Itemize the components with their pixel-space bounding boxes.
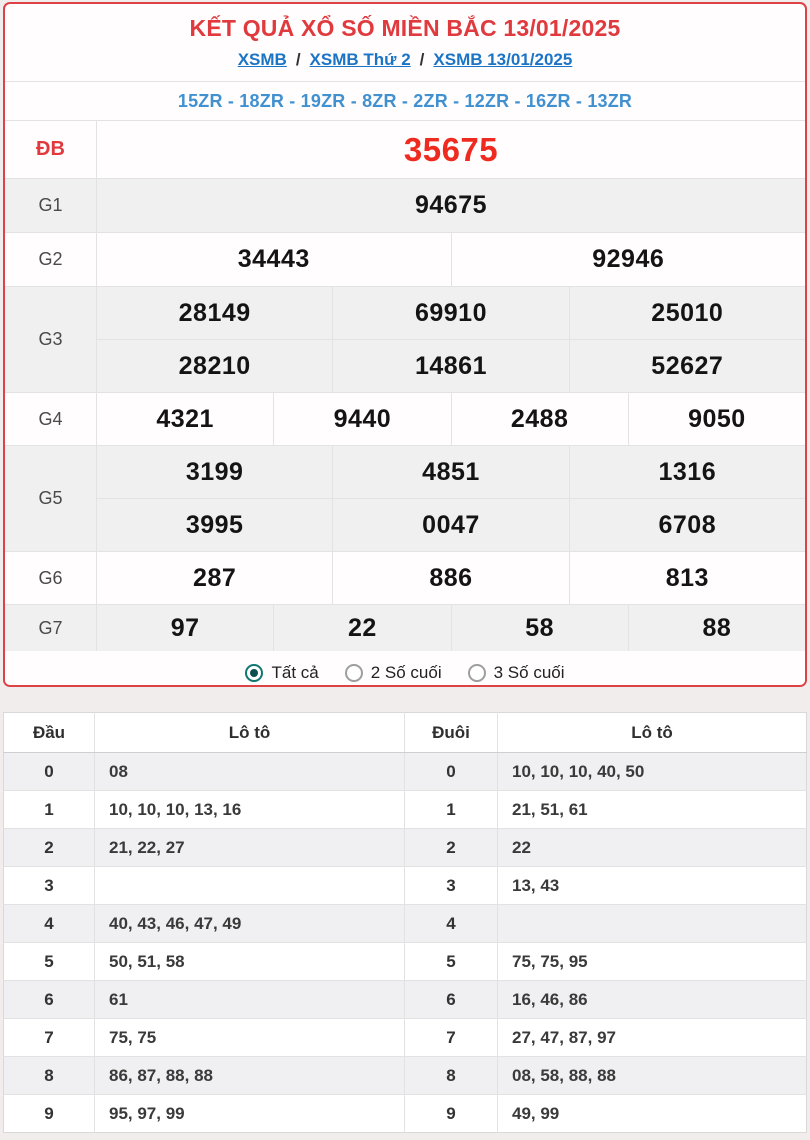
lottery-codes: 15ZR - 18ZR - 19ZR - 8ZR - 2ZR - 12ZR - 16ZR - 13ZR <box>177 90 633 111</box>
loto-cell: 16, 46, 86 <box>498 981 807 1019</box>
prize-value: 886 <box>332 552 568 604</box>
table-row <box>4 829 807 867</box>
digit-cell: 4 <box>405 905 498 943</box>
prize-value: 94675 <box>414 191 488 219</box>
digit-cell: 9 <box>405 1095 498 1133</box>
prize-line <box>97 339 805 392</box>
prize-row <box>5 287 805 393</box>
prize-line <box>97 393 805 445</box>
radio-label: Tất cả <box>271 663 319 682</box>
digit-cell: 0 <box>405 753 498 791</box>
prize-value: 34443 <box>237 245 310 273</box>
prize-value: 28149 <box>178 298 251 327</box>
digit-cell: 9 <box>4 1095 95 1133</box>
prize-line <box>97 179 805 232</box>
col-header-loto: Lô tô <box>95 713 405 753</box>
table-row <box>4 867 807 905</box>
radio-label: 3 Số cuối <box>493 663 565 682</box>
prize-line <box>97 233 805 286</box>
prize-value: 287 <box>193 563 237 592</box>
prize-values <box>97 121 805 178</box>
digit-cell: 5 <box>405 943 498 981</box>
filter-radio-group <box>5 651 805 687</box>
prize-label: G6 <box>5 552 97 604</box>
table-row <box>4 753 807 791</box>
prize-row <box>5 552 805 605</box>
digit-cell: 0 <box>4 753 95 791</box>
prize-line <box>97 446 805 498</box>
loto-cell: 50, 51, 58 <box>95 943 405 981</box>
radio-label: 2 Số cuối <box>370 663 442 682</box>
lotto-table-head <box>4 713 807 753</box>
breadcrumb-link[interactable]: XSMB 13/01/2025 <box>433 50 573 69</box>
digit-cell: 7 <box>4 1019 95 1057</box>
loto-cell: 49, 99 <box>512 1103 560 1123</box>
prize-value: 3995 <box>185 510 244 539</box>
loto-cell: 10, 10, 10, 40, 50 <box>498 753 807 791</box>
breadcrumb-separator: / <box>295 50 301 69</box>
prize-value: 97 <box>170 613 200 642</box>
prize-row <box>5 393 805 446</box>
lotto-table <box>3 712 807 1133</box>
prize-value: 0047 <box>332 499 568 551</box>
prize-value: 9440 <box>273 393 450 445</box>
loto-cell: 75, 75 <box>95 1019 405 1057</box>
loto-cell: 08, 58, 88, 88 <box>498 1057 807 1095</box>
prize-value: 3199 <box>185 457 244 486</box>
prize-value: 2488 <box>451 393 628 445</box>
col-header-dau: Đầu <box>4 713 95 753</box>
prize-row <box>5 179 805 233</box>
prize-value: 35675 <box>403 130 499 168</box>
loto-cell: 21, 22, 27 <box>95 829 405 867</box>
prize-line <box>97 552 805 604</box>
prize-table <box>5 120 805 651</box>
prize-value: 92946 <box>451 233 806 286</box>
breadcrumb-separator: / <box>419 50 425 69</box>
prize-value: 9050 <box>628 393 805 445</box>
prize-label: G4 <box>5 393 97 445</box>
loto-cell: 86, 87, 88, 88 <box>95 1057 405 1095</box>
prize-value: 14861 <box>332 340 568 392</box>
breadcrumb-link[interactable]: XSMB <box>237 50 287 69</box>
digit-cell: 8 <box>4 1057 95 1095</box>
loto-cell: 27, 47, 87, 97 <box>498 1019 807 1057</box>
prize-row <box>5 121 805 179</box>
table-row <box>4 791 807 829</box>
prize-label: G2 <box>5 233 97 286</box>
col-header-duoi: Đuôi <box>405 713 498 753</box>
digit-cell: 4 <box>4 905 95 943</box>
prize-values <box>97 605 805 651</box>
loto-cell: 21, 51, 61 <box>498 791 807 829</box>
prize-row <box>5 605 805 651</box>
table-row <box>4 1019 807 1057</box>
result-card <box>3 2 807 687</box>
prize-label: G1 <box>5 179 97 232</box>
col-header-loto: Lô tô <box>498 713 807 753</box>
table-row <box>4 1057 807 1095</box>
loto-cell: 22 <box>498 829 807 867</box>
prize-values <box>97 393 805 445</box>
prize-values <box>97 179 805 232</box>
digit-cell: 6 <box>4 981 95 1019</box>
prize-line <box>97 498 805 551</box>
prize-values <box>97 287 805 392</box>
prize-value: 813 <box>569 552 805 604</box>
prize-line <box>97 287 805 339</box>
loto-cell: 10, 10, 10, 13, 16 <box>95 791 405 829</box>
digit-cell: 6 <box>405 981 498 1019</box>
digit-cell: 1 <box>405 791 498 829</box>
prize-line <box>97 605 805 651</box>
radio-option[interactable] <box>468 663 565 683</box>
prize-label: G7 <box>5 605 97 651</box>
breadcrumb <box>5 50 805 70</box>
prize-value: 4851 <box>332 446 568 498</box>
prize-value: 1316 <box>569 446 805 498</box>
loto-cell <box>498 905 807 943</box>
loto-cell: 40, 43, 46, 47, 49 <box>95 905 405 943</box>
prize-value: 28210 <box>178 351 251 380</box>
table-row <box>4 905 807 943</box>
table-row <box>4 1095 807 1133</box>
digit-cell: 1 <box>4 791 95 829</box>
prize-values <box>97 233 805 286</box>
page-title: KẾT QUẢ XỔ SỐ MIỀN BẮC 13/01/2025 <box>189 15 621 41</box>
prize-value: 22 <box>273 605 450 651</box>
digit-cell: 8 <box>405 1057 498 1095</box>
prize-line <box>97 121 805 178</box>
radio-option[interactable] <box>345 663 442 683</box>
lotto-table-body <box>4 753 807 1133</box>
prize-value: 69910 <box>332 287 568 339</box>
digit-cell: 5 <box>4 943 95 981</box>
prize-label: G3 <box>5 287 97 392</box>
loto-cell: 61 <box>95 981 405 1019</box>
prize-row <box>5 446 805 552</box>
table-row <box>4 943 807 981</box>
digit-cell: 2 <box>4 829 95 867</box>
radio-icon <box>245 664 263 682</box>
digit-cell: 3 <box>405 867 498 905</box>
prize-values <box>97 552 805 604</box>
prize-label: G5 <box>5 446 97 551</box>
prize-row <box>5 233 805 287</box>
loto-cell: 13, 43 <box>498 867 807 905</box>
loto-cell <box>95 867 405 905</box>
prize-label: ĐB <box>5 121 97 178</box>
prize-value: 4321 <box>156 404 214 433</box>
prize-value: 25010 <box>569 287 805 339</box>
prize-value: 58 <box>451 605 628 651</box>
prize-value: 88 <box>628 605 805 651</box>
digit-cell: 7 <box>405 1019 498 1057</box>
loto-cell: 08 <box>95 753 405 791</box>
prize-value: 6708 <box>569 499 805 551</box>
digit-cell: 2 <box>405 829 498 867</box>
prize-value: 52627 <box>569 340 805 392</box>
loto-cell: 75, 75, 95 <box>498 943 807 981</box>
breadcrumb-link[interactable]: XSMB Thứ 2 <box>309 50 411 69</box>
table-row <box>4 981 807 1019</box>
prize-values <box>97 446 805 551</box>
radio-option[interactable] <box>245 663 318 683</box>
radio-icon <box>345 664 363 682</box>
digit-cell: 3 <box>4 867 95 905</box>
loto-cell: 95, 97, 99 <box>95 1095 405 1133</box>
radio-icon <box>468 664 486 682</box>
